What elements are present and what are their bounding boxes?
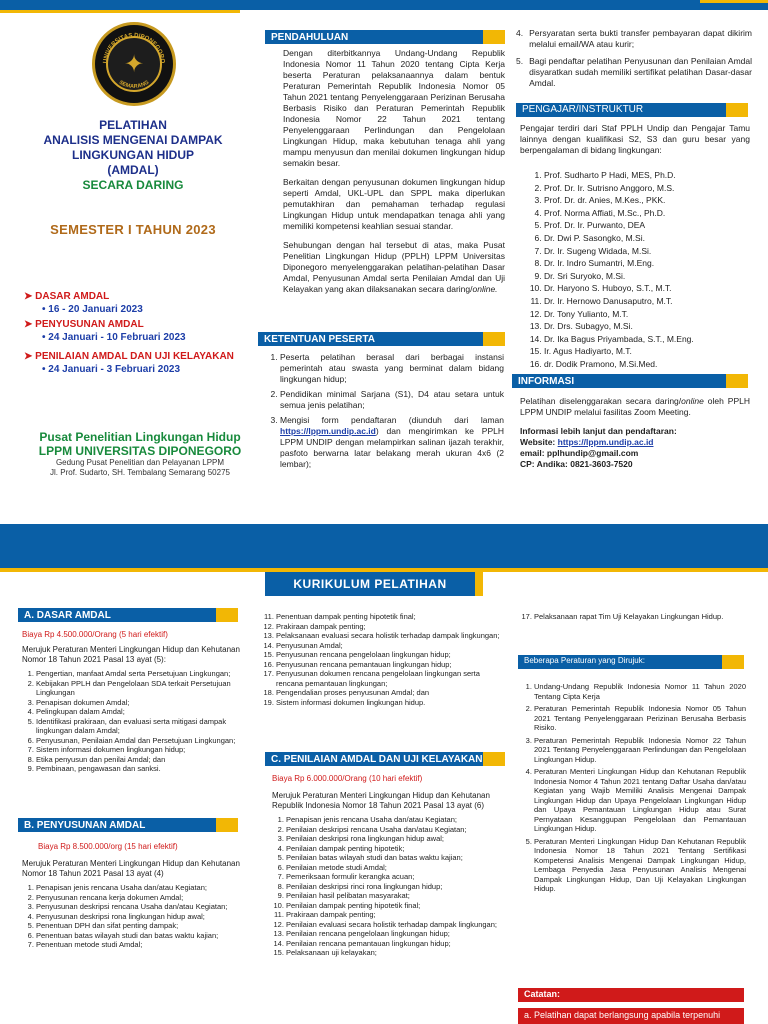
penilaian-continued-list	[520, 612, 746, 622]
informasi-body	[520, 396, 750, 470]
list-item: 16. Penyusunan rencana pemantauan lingkungan hidup;	[276, 660, 502, 670]
schedule-name: PENILAIAN AMDAL DAN UJI KELAYAKAN	[35, 351, 234, 362]
section-heading: KETENTUAN PESERTA	[258, 332, 505, 346]
topic-list	[22, 883, 258, 950]
section-b-body	[22, 842, 258, 950]
section-c-header	[265, 752, 505, 766]
list-item: 11. Penentuan dampak penting hipotetik final;	[276, 612, 502, 622]
list-item: 13. Penilaian rencana pengelolaan lingkungan hidup;	[286, 929, 506, 939]
info-label: Informasi lebih lanjut dan pendaftaran:	[520, 426, 677, 436]
logo-emblem-icon: ✦	[106, 36, 162, 92]
section-a-body	[22, 630, 258, 774]
contact-line: CP: Andika: 0821-3603-7520	[520, 459, 633, 469]
peraturan-header	[518, 655, 744, 669]
heading-accent	[483, 30, 505, 44]
instructor-item: 6. Dr. Dwi P. Sasongko, M.Si.	[544, 233, 750, 244]
instructor-list	[530, 170, 750, 372]
list-item: 5. Peraturan Menteri Lingkungan Hidup Dan Kehutanan Republik Indonesia Nomor 18 Tahun 2021 Tentang Sertifikasi Kompetensi Analisis Mengenai Dampak Lingkungan Hidup, Lembaga Penyedia Jasa Penyusunan Analisis Mengenai Dampak Lingkungan Hidup, Dan Uji Kelayakan Lingkungan Hidup.	[534, 837, 746, 894]
lppm-link[interactable]: https://lppm.undip.ac.id	[280, 426, 376, 436]
instructor-item: 12. Dr. Tony Yulianto, M.T.	[544, 309, 750, 320]
ketentuan-continued	[516, 28, 752, 89]
instructor-item: 8. Dr. Ir. Indro Sumantri, M.Eng.	[544, 258, 750, 269]
instructor-item: 3. Prof. Dr. dr. Anies, M.Kes., PKK.	[544, 195, 750, 206]
list-item: 4. Persyaratan serta bukti transfer pembayaran dapat dikirim melalui email/WA atau kurir;	[516, 28, 752, 49]
schedule-item: ➤ DASAR AMDAL • 16 - 20 Januari 2023	[24, 291, 143, 315]
list-item: 9. Pembinaan, pengawasan dan sanksi.	[36, 764, 258, 774]
instructor-item: 4. Prof. Norma Affiati, M.Sc., Ph.D.	[544, 208, 750, 219]
org-name: Pusat Penelitian Lingkungan Hidup	[39, 430, 241, 444]
semester-label: SEMESTER I TAHUN 2023	[50, 222, 216, 237]
paragraph: Pelatihan diselenggarakan secara daring/online oleh PPLH LPPM UNDIP melalui fasilitas Zoom Meeting.	[520, 396, 750, 417]
list-item: 17. Penyusunan dokumen rencana pengelolaan lingkungan serta rencana pemantauan lingkungan;	[276, 669, 502, 688]
org-address: Gedung Pusat Penelitian dan Pelayanan LPPM	[55, 458, 225, 467]
list-item: 6. Penilaian metode studi Amdal;	[286, 863, 506, 873]
instructor-item: 14. Dr. Ika Bagus Priyambada, S.T., M.Eng.	[544, 334, 750, 345]
section-heading: INFORMASI	[512, 374, 748, 388]
list-item: 4. Pelingkupan dalam Amdal;	[36, 707, 258, 717]
penyusunan-continued-list	[262, 612, 502, 707]
instructor-item: 1. Prof. Sudharto P Hadi, MES, Ph.D.	[544, 170, 750, 181]
section-heading: C. PENILAIAN AMDAL DAN UJI KELAYAKAN	[265, 752, 505, 766]
section-heading: B. PENYUSUNAN AMDAL	[18, 818, 238, 832]
paragraph: Sehubungan dengan hal tersebut di atas, maka Pusat Penelitian Lingkungan Hidup (PPLH) LPPM Universitas Diponegoro menyelenggarakan pelatihan-pelatihan Dasar Amdal, Penyusunan Amdal serta Penilaian Amdal dan Uji Kelayakan yang akan dilaksanakan secara daring/online.	[283, 240, 505, 294]
list-item: 9. Penilaian hasil pelibatan masyarakat;	[286, 891, 506, 901]
kurikulum-title: KURIKULUM PELATIHAN	[265, 572, 475, 596]
list-item: 15. Penyusunan rencana pengelolaan lingkungan hidup;	[276, 650, 502, 660]
heading-accent	[216, 818, 238, 832]
kurikulum-title-accent	[475, 572, 483, 596]
list-item: 17. Pelaksanaan rapat Tim Uji Kelayakan Lingkungan Hidup.	[534, 612, 746, 622]
list-item: 2. Kebijakan PPLH dan Pengelolaan SDA terkait Persetujuan Lingkungan	[36, 679, 258, 698]
title-line: ANALISIS MENGENAI DAMPAK	[43, 133, 223, 147]
ketentuan-list	[266, 352, 504, 472]
instructor-item: 10. Dr. Haryono S. Huboyo, S.T., M.T.	[544, 283, 750, 294]
price-label: Biaya Rp 4.500.000/Orang (5 hari efektif)	[22, 630, 168, 639]
list-item: 13. Pelaksanaan evaluasi secara holistik terhadap dampak lingkungan;	[276, 631, 502, 641]
instructor-item: 16. dr. Dodik Pramono, M.Si.Med.	[544, 359, 750, 370]
instructor-item: 9. Dr. Sri Suryoko, M.Si.	[544, 271, 750, 282]
section-heading: Beberapa Peraturan yang Dirujuk:	[518, 655, 744, 669]
instructor-item: 15. Ir. Agus Hadiyarto, M.T.	[544, 346, 750, 357]
title-line: PELATIHAN	[99, 118, 167, 132]
list-item: 5. Penilaian batas wilayah studi dan batas waktu kajian;	[286, 853, 506, 863]
list-item: 15. Pelaksanaan uji kelayakan;	[286, 948, 506, 958]
list-item: 4. Penyusunan deskripsi rona lingkungan hidup awal;	[36, 912, 258, 922]
list-item: 2. Penyusunan rencana kerja dokumen Amdal;	[36, 893, 258, 903]
topic-list	[272, 815, 506, 958]
list-item: 7. Pemeriksaan formulir kerangka acuan;	[286, 872, 506, 882]
list-item: 8. Etika penyusun dan penilai Amdal; dan	[36, 755, 258, 765]
top-bar	[0, 0, 768, 10]
price-label: Biaya Rp 6.000.000/Orang (10 hari efektif)	[272, 774, 423, 783]
instructor-item: 7. Dr. Ir. Sugeng Widada, M.Si.	[544, 246, 750, 257]
intro-text: Merujuk Peraturan Menteri Lingkungan Hidup dan Kehutanan Republik Indonesia Nomor 18 Tahun 2021 Pasal 13 ayat (6)	[272, 791, 490, 810]
list-item: 4. Penilaian dampak penting hipotetik;	[286, 844, 506, 854]
pengajar-header	[516, 103, 748, 117]
list-item: 4. Peraturan Menteri Lingkungan Hidup dan Kehutanan Republik Indonesia Nomor 4 Tahun 2021 tentang Daftar Usaha dan/atau Kegiatan yang Wajib Memiliki Analisis Mengenai Dampak Lingkungan Hidup dan Upaya Pengelolaan Lingkungan Hidup dan Upaya Pemantauan Lingkungan Hidup atau Surat Pernyataan Kesanggupan Pengelolaan dan Pemantauan Lingkungan Hidup.	[534, 767, 746, 834]
schedule-item: ➤ PENILAIAN AMDAL DAN UJI KELAYAKAN • 24 Januari - 3 Februari 2023	[24, 351, 234, 375]
instructor-item: 5. Prof. Dr. Ir. Purwanto, DEA	[544, 220, 750, 231]
list-item: 3. Penyusunan deskripsi rencana Usaha dan/atau Kegiatan;	[36, 902, 258, 912]
list-item: 6. Penentuan batas wilayah studi dan batas waktu kajian;	[36, 931, 258, 941]
heading-accent	[726, 374, 748, 388]
list-item: 1. Peserta pelatihan berasal dari berbagai instansi pemerintah atau swasta yang berminat dalam bidang lingkungan hidup;	[280, 352, 504, 385]
schedule-item: ➤ PENYUSUNAN AMDAL • 24 Januari - 10 Februari 2023	[24, 319, 186, 343]
list-item: 14. Penilaian rencana pemantauan lingkungan hidup;	[286, 939, 506, 949]
section-c-body	[272, 774, 506, 958]
training-title	[18, 118, 248, 193]
top-bar-accent	[0, 10, 240, 13]
instructor-item: 2. Prof. Dr. Ir. Sutrisno Anggoro, M.S.	[544, 183, 750, 194]
catatan-item: a. Pelatihan dapat berlangsung apabila terpenuhi	[518, 1008, 744, 1024]
section-heading: PENGAJAR/INSTRUKTUR	[516, 103, 748, 117]
price-label: Biaya Rp 8.500.000/org (15 hari efektif)	[38, 842, 178, 851]
list-item: 1. Pengertian, manfaat Amdal serta Persetujuan Lingkungan;	[36, 669, 258, 679]
intro-text: Merujuk Peraturan Menteri Lingkungan Hidup dan Kehutanan Nomor 18 Tahun 2021 Pasal 13 ayat (5):	[22, 645, 240, 664]
svg-text:SEMARANG: SEMARANG	[117, 79, 151, 90]
title-line: (AMDAL)	[107, 163, 159, 177]
list-item: 7. Sistem informasi dokumen lingkungan hidup;	[36, 745, 258, 755]
catatan-heading: Catatan:	[518, 988, 744, 1002]
org-unit: LPPM UNIVERSITAS DIPONEGORO	[38, 444, 242, 458]
ketentuan-header	[258, 332, 505, 346]
list-item: 3. Penapisan dokumen Amdal;	[36, 698, 258, 708]
org-address: Jl. Prof. Sudarto, SH. Tembalang Semarang 50275	[50, 468, 230, 477]
list-item: 3. Mengisi form pendaftaran (diunduh dari laman https://lppm.undip.ac.id) dan mengirimkan ke PPLH LPPM UNDIP dengan melampirkan salinan ijazah terakhir, pasfoto berwarna latar belakang merah ukuran 4x6 (2 lembar);	[280, 415, 504, 470]
section-b-header	[18, 818, 238, 832]
list-item: 6. Penyusunan, Penilaian Amdal dan Persetujuan Lingkungan;	[36, 736, 258, 746]
pendahuluan-body	[283, 48, 505, 295]
list-item: 5. Penentuan DPH dan sifat penting dampak;	[36, 921, 258, 931]
list-item: 7. Penentuan metode studi Amdal;	[36, 940, 258, 950]
undip-logo	[92, 22, 176, 106]
list-item: 11. Prakiraan dampak penting;	[286, 910, 506, 920]
heading-accent	[722, 655, 744, 669]
website-link[interactable]: https://lppm.undip.ac.id	[557, 437, 654, 447]
list-item: 5. Bagi pendaftar pelatihan Penyusunan dan Penilaian Amdal disyaratkan sudah memiliki sertifikat pelatihan Dasar-dasar Amdal.	[516, 56, 752, 88]
list-item: 2. Peraturan Pemerintah Republik Indonesia Nomor 05 Tahun 2021 Tentang Penyelenggaraan Perizinan Berusaha Berbasis Risiko.	[534, 704, 746, 733]
schedule-name: PENYUSUNAN AMDAL	[35, 319, 144, 330]
list-item: 1. Penapisan jenis rencana Usaha dan/atau Kegiatan;	[36, 883, 258, 893]
heading-accent	[483, 752, 505, 766]
list-item: 3. Peraturan Pemerintah Republik Indonesia Nomor 22 Tahun 2021 Tentang Penyelenggaraan Perlindungan dan Pengelolaan Lingkungan Hidup.	[534, 736, 746, 765]
list-item: 18. Pengendalian proses penyusunan Amdal; dan	[276, 688, 502, 698]
heading-accent	[216, 608, 238, 622]
divider-band	[0, 524, 768, 568]
list-item: 2. Penilaian deskripsi rencana Usaha dan/atau Kegiatan;	[286, 825, 506, 835]
section-heading: PENDAHULUAN	[265, 30, 505, 44]
list-item: 10. Penilaian dampak penting hipotetik final;	[286, 901, 506, 911]
email-line: email: pplhundip@gmail.com	[520, 448, 639, 458]
heading-accent	[483, 332, 505, 346]
heading-accent	[726, 103, 748, 117]
topic-list	[22, 669, 258, 774]
instructor-item: 13. Dr. Drs. Subagyo, M.Si.	[544, 321, 750, 332]
section-heading: A. DASAR AMDAL	[18, 608, 238, 622]
svg-text:UNIVERSITAS DIPONEGORO: UNIVERSITAS DIPONEGORO	[102, 32, 166, 64]
list-item: 14. Penyusunan Amdal;	[276, 641, 502, 651]
informasi-header	[512, 374, 748, 388]
list-item: 8. Penilaian deskripsi rinci rona lingkungan hidup;	[286, 882, 506, 892]
schedule-date: 24 Januari - 3 Februari 2023	[48, 364, 181, 375]
paragraph: Dengan diterbitkannya Undang-Undang Republik Indonesia Nomor 11 Tahun 2020 tentang Cipta Kerja beserta Peraturan pelaksanaannya dalam bentuk Peraturan Pemerintah Republik Indonesia Nomor 05 Tahun 2021 tentang Penyelenggaraan Perizinan Berusaha Berbasis Risiko dan Peraturan Pemerintah Republik Indonesia Nomor 22 Tahun 2021 tentang Penyelenggaraan Perlindungan dan Pengelolaan Lingkungan Hidup, maka kebutuhan tenaga ahli yang mampu menyusun dan menilai dokumen lingkungan hidup semakin besar.	[283, 48, 505, 168]
title-line: LINGKUNGAN HIDUP	[72, 148, 194, 162]
pengajar-intro: Pengajar terdiri dari Staf PPLH Undip dan Pengajar Tamu lainnya dengan kualifikasi S2, S3 dan guru besar yang berpengalaman di bidang lingkungan:	[520, 123, 750, 155]
pendahuluan-header	[265, 30, 505, 44]
list-item: 1. Undang-Undang Republik Indonesia Nomor 11 Tahun 2020 Tentang Cipta Kerja	[534, 682, 746, 701]
list-item: 3. Penilaian deskripsi rona lingkungan hidup awal;	[286, 834, 506, 844]
schedule-list	[24, 290, 254, 378]
list-item: 19. Sistem informasi dokumen lingkungan hidup.	[276, 698, 502, 708]
instructor-item: 11. Dr. Ir. Hernowo Danusaputro, M.T.	[544, 296, 750, 307]
list-item: 12. Penilaian evaluasi secara holistik terhadap dampak lingkungan;	[286, 920, 506, 930]
intro-text: Merujuk Peraturan Menteri Lingkungan Hidup dan Kehutanan Nomor 18 Tahun 2021 Pasal 13 ayat (4)	[22, 859, 240, 878]
list-item: 5. Identifikasi prakiraan, dan evaluasi serta mitigasi dampak lingkungan dalam Amdal;	[36, 717, 258, 736]
schedule-name: DASAR AMDAL	[35, 291, 110, 302]
list-item: 12. Prakiraan dampak penting;	[276, 622, 502, 632]
website-line: Website: https://lppm.undip.ac.id	[520, 437, 654, 447]
schedule-date: 24 Januari - 10 Februari 2023	[48, 332, 186, 343]
paragraph: Berkaitan dengan penyusunan dokumen lingkungan hidup seperti Amdal, UKL-UPL dan SPPL maka diperlukan pemutakhiran dan pemahaman terhadap regulasi Lingkungan Hidup untuk mendapatkan tenaga ahli yang memiliki kompetensi keahlian sesuai standar.	[283, 177, 505, 231]
regulation-list	[520, 682, 746, 897]
daring-label: SECARA DARING	[82, 178, 184, 192]
logo-ring-text	[95, 25, 173, 103]
schedule-date: 16 - 20 Januari 2023	[48, 304, 143, 315]
section-a-header	[18, 608, 238, 622]
organizer-block	[20, 430, 260, 478]
list-item: 2. Pendidikan minimal Sarjana (S1), D4 atau setara untuk semua jenis pelatihan;	[280, 389, 504, 411]
top-bar-accent-right	[700, 0, 768, 3]
list-item: 1. Penapisan jenis rencana Usaha dan/atau Kegiatan;	[286, 815, 506, 825]
